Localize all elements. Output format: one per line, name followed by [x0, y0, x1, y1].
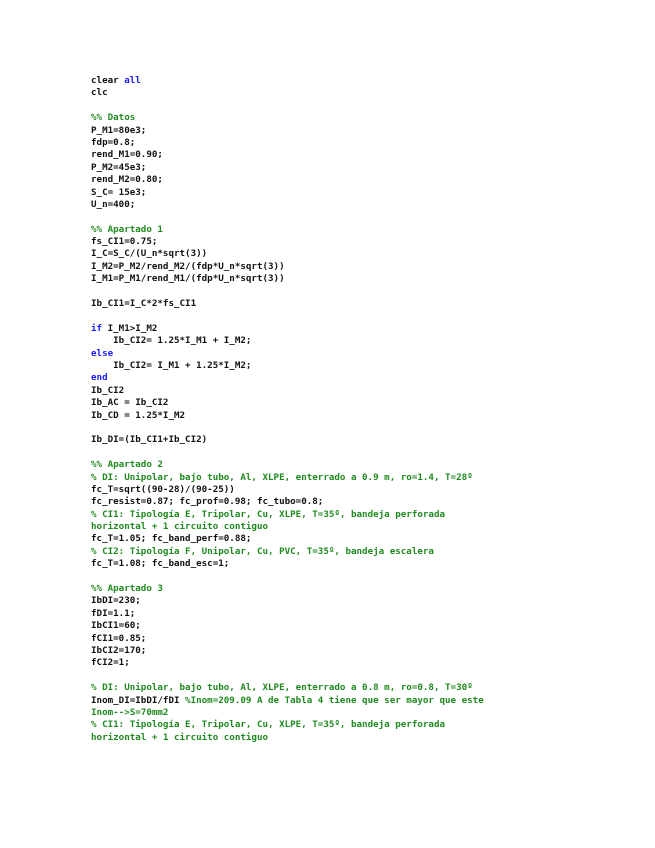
code-comment: % CI1: Tipología E, Tripolar, Cu, XLPE, T=35º, bandeja perforada: [91, 508, 446, 520]
code-comment: horizontal + 1 circuito contiguo: [91, 731, 269, 743]
code-comment: Inom-->S=70mm2: [91, 706, 169, 718]
code-line: [91, 521, 641, 533]
code-line: [91, 546, 641, 558]
code-line: [91, 261, 641, 273]
code-line: [91, 372, 641, 384]
code-keyword: end: [91, 372, 108, 384]
code-comment: %% Datos: [91, 112, 136, 124]
code-line: [91, 348, 641, 360]
code-line: [91, 558, 641, 570]
code-line: [91, 695, 641, 707]
code-text: IbCI2=170;: [91, 644, 147, 656]
code-text: clc: [91, 87, 108, 99]
code-comment: %% Apartado 1: [91, 223, 163, 235]
code-line: [91, 187, 641, 199]
code-text: I_M2=P_M2/rend_M2/(fdp*U_n*sqrt(3)): [91, 260, 285, 272]
blank-line: [91, 286, 641, 298]
code-line: [91, 707, 641, 719]
code-line: [91, 162, 641, 174]
blank-line: [91, 571, 641, 583]
code-line: [91, 583, 641, 595]
code-text: fdp=0.8;: [91, 136, 136, 148]
code-line: [91, 397, 641, 409]
code-text: Ib_CD = 1.25*I_M2: [91, 409, 186, 421]
code-text: I_M1=P_M1/rend_M1/(fdp*U_n*sqrt(3)): [91, 273, 285, 285]
code-text: IbDI=230;: [91, 595, 141, 607]
code-text: U_n=400;: [91, 198, 136, 210]
code-comment: %% Apartado 2: [91, 459, 163, 471]
code-text: fc_T=1.05; fc_band_perf=0.88;: [91, 533, 252, 545]
code-comment: % DI: Unipolar, bajo tubo, Al, XLPE, enterrado a 0.9 m, ro=1.4, T=28º: [91, 471, 473, 483]
code-line: [91, 434, 641, 446]
code-line: [91, 224, 641, 236]
code-line: [91, 112, 641, 124]
code-text: I_M1>I_M2: [107, 322, 158, 334]
code-text: fDI=1.1;: [91, 607, 136, 619]
code-line: [91, 236, 641, 248]
code-listing: [91, 75, 641, 744]
code-line: [91, 484, 641, 496]
code-text: I_C=S_C/(U_n*sqrt(3)): [91, 248, 208, 260]
code-keyword: all: [124, 75, 141, 86]
code-line: [91, 645, 641, 657]
code-text: Ib_CI2= 1.25*I_M1 + I_M2;: [91, 335, 252, 347]
code-line: [91, 385, 641, 397]
code-text: IbCI1=60;: [91, 620, 141, 632]
code-line: [91, 335, 641, 347]
code-comment: %Inom=209.09 A de Tabla 4 tiene que ser mayor que este: [185, 694, 484, 706]
code-line: [91, 472, 641, 484]
code-line: [91, 199, 641, 211]
code-line: [91, 87, 641, 99]
code-text: P_M2=45e3;: [91, 161, 147, 173]
code-line: [91, 732, 641, 744]
code-line: [91, 719, 641, 731]
code-line: [91, 75, 641, 87]
code-line: [91, 595, 641, 607]
code-text: Ib_DI=(Ib_CI1+Ib_CI2): [91, 434, 208, 446]
code-text: fc_resist=0.87; fc_prof=0.98; fc_tubo=0.8;: [91, 496, 324, 508]
code-text: P_M1=80e3;: [91, 124, 147, 136]
code-text: Inom_DI=IbDI/fDI: [91, 694, 186, 706]
code-keyword: if: [91, 322, 108, 334]
code-line: [91, 174, 641, 186]
code-comment: horizontal + 1 circuito contiguo: [91, 521, 269, 533]
code-line: [91, 298, 641, 310]
code-line: [91, 137, 641, 149]
blank-line: [91, 670, 641, 682]
code-line: [91, 125, 641, 137]
code-text: fs_CI1=0.75;: [91, 236, 158, 248]
blank-line: [91, 100, 641, 112]
code-text: fc_T=sqrt((90-28)/(90-25)): [91, 483, 235, 495]
code-line: [91, 509, 641, 521]
code-line: [91, 682, 641, 694]
code-text: Ib_CI1=I_C*2*fs_CI1: [91, 298, 197, 310]
code-text: fCI1=0.85;: [91, 632, 147, 644]
code-line: [91, 608, 641, 620]
blank-line: [91, 447, 641, 459]
code-line: [91, 410, 641, 422]
code-text: fc_T=1.08; fc_band_esc=1;: [91, 558, 230, 570]
code-text: Ib_CI2: [91, 384, 125, 396]
code-keyword: else: [91, 347, 114, 359]
code-text: Ib_CI2= I_M1 + 1.25*I_M2;: [91, 359, 252, 371]
code-text: S_C= 15e3;: [91, 186, 147, 198]
code-line: [91, 633, 641, 645]
code-comment: % CI1: Tipología E, Tripolar, Cu, XLPE, T=35º, bandeja perforada: [91, 719, 446, 731]
code-text: rend_M1=0.90;: [91, 149, 163, 161]
code-comment: %% Apartado 3: [91, 583, 163, 595]
code-comment: % DI: Unipolar, bajo tubo, Al, XLPE, enterrado a 0.8 m, ro=0.8, T=30º: [91, 682, 473, 694]
code-line: [91, 248, 641, 260]
code-line: [91, 323, 641, 335]
code-text: rend_M2=0.80;: [91, 174, 163, 186]
code-comment: % CI2: Tipología F, Unipolar, Cu, PVC, T=35º, bandeja escalera: [91, 545, 434, 557]
code-text: Ib_AC = Ib_CI2: [91, 397, 169, 409]
code-line: [91, 273, 641, 285]
code-line: [91, 620, 641, 632]
code-text: clear: [91, 75, 125, 86]
blank-line: [91, 310, 641, 322]
code-line: [91, 360, 641, 372]
code-line: [91, 149, 641, 161]
code-text: fCI2=1;: [91, 657, 130, 669]
code-line: [91, 459, 641, 471]
code-line: [91, 657, 641, 669]
code-line: [91, 533, 641, 545]
blank-line: [91, 422, 641, 434]
blank-line: [91, 211, 641, 223]
code-line: [91, 496, 641, 508]
